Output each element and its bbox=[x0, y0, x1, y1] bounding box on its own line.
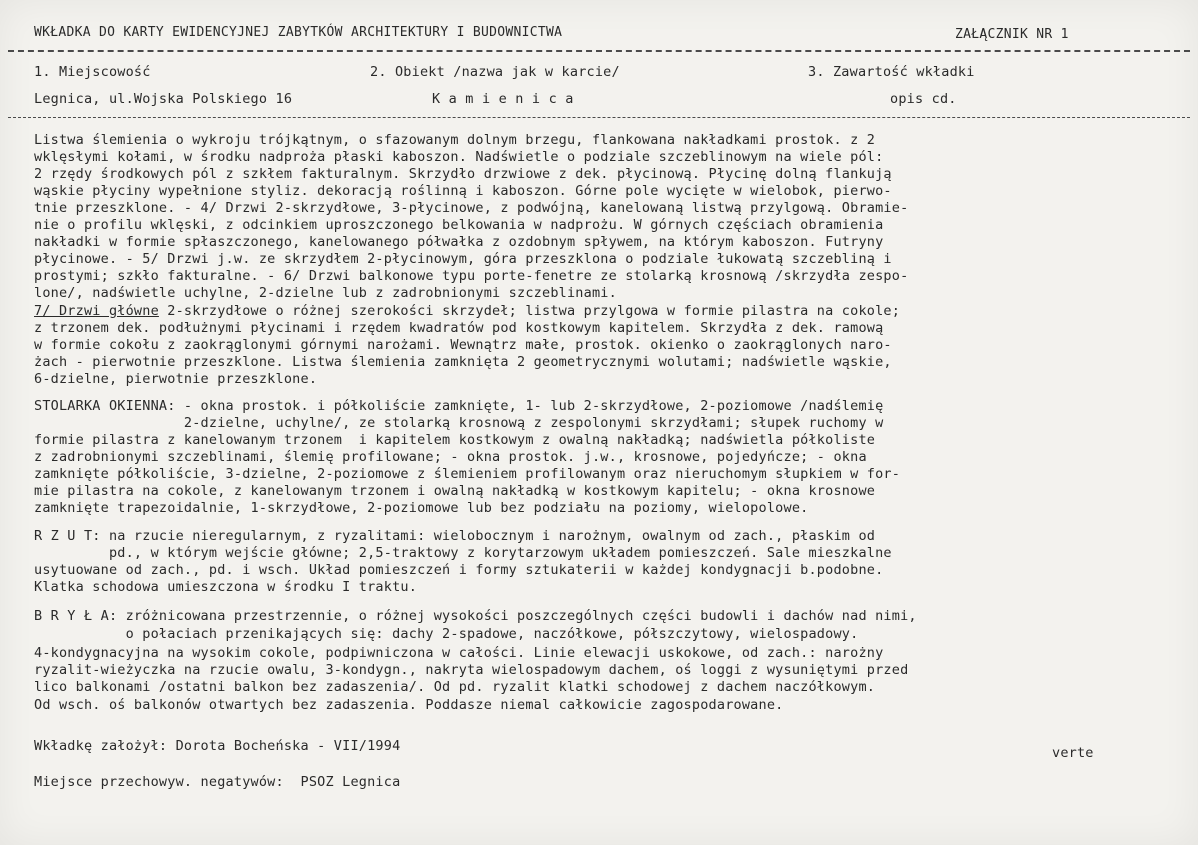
text-line: z trzonem dek. podłużnymi płycinami i rzędem kwadratów pod kostkowym kapitelem. Skrzydła z dek. ramową bbox=[34, 320, 884, 336]
text-line: wklęsłymi kołami, w środku nadproża płaski kaboszon. Nadświetle o podziale szczeblinowym na wiele pól: bbox=[34, 149, 884, 165]
document-title: WKŁADKA DO KARTY EWIDENCYJNEJ ZABYTKÓW ARCHITEKTURY I BUDOWNICTWA bbox=[34, 25, 563, 40]
field-location-label: 1. Miejscowość bbox=[34, 64, 151, 80]
header-divider bbox=[8, 50, 1190, 52]
text-line: R Z U T: na rzucie nieregularnym, z ryzalitami: wielobocznym i narożnym, owalnym od zach., płaskim od bbox=[34, 528, 876, 544]
text-line: Od wsch. oś balkonów otwartych bez zadaszenia. Poddasze niemal całkowicie zagospodarowane. bbox=[34, 697, 784, 713]
text-line: z zadrobnionymi szczeblinami, ślemię profilowane; - okna prostok. j.w., krosnowe, pojedyńcze; - okna bbox=[34, 449, 867, 465]
main-door-heading: 7/ Drzwi główne bbox=[34, 303, 159, 319]
verte-note: verte bbox=[1052, 745, 1094, 761]
text-line: 2-dzielne, uchylne/, ze stolarką krosnową z zespolonymi skrzydłami; słupek ruchomy w bbox=[34, 415, 884, 431]
text-line-main-door bbox=[34, 303, 900, 319]
text-line: płycinowe. - 5/ Drzwi j.w. ze skrzydłem 2-płycinowym, góra przeszklona o podziale łukowatą szczebliną i bbox=[34, 251, 892, 267]
main-door-text: 2-skrzydłowe o różnej szerokości skrzydeł; listwa przylgowa w formie pilastra na cokole; bbox=[158, 303, 901, 319]
fields-divider bbox=[8, 117, 1190, 118]
field-object-label: 2. Obiekt /nazwa jak w karcie/ bbox=[370, 64, 620, 80]
field-content-value: opis cd. bbox=[890, 91, 957, 107]
text-line: prostymi; szkło fakturalne. - 6/ Drzwi balkonowe typu porte-fenetre ze stolarką krosnową /skrzydła zespo- bbox=[34, 268, 909, 284]
text-line: o połaciach przenikających się: dachy 2-spadowe, naczółkowe, półszczytowy, wielospadowy. bbox=[34, 626, 859, 642]
text-line: lone/, nadświetle uchylne, 2-dzielne lub z zadrobnionymi szczeblinami. bbox=[34, 285, 617, 301]
text-line: żach - pierwotnie przeszklone. Listwa ślemienia zamknięta 2 geometrycznymi wolutami; nadświetle wąskie, bbox=[34, 354, 892, 370]
text-line: 4-kondygnacyjna na wysokim cokole, podpiwniczona w całości. Linie elewacji uskokowe, od zach.: narożny bbox=[34, 645, 884, 661]
text-line: nakładki w formie spłaszczonego, kanelowanego półwałka z ozdobnym spływem, na którym kaboszon. Futryny bbox=[34, 234, 884, 250]
text-line: tnie przeszklone. - 4/ Drzwi 2-skrzydłowe, 3-płycinowe, z podwójną, kanelowaną listwą przylgową. Obramie- bbox=[34, 200, 909, 216]
text-line: 2 rzędy środkowych pól z szkłem fakturalnym. Skrzydło drzwiowe z dek. płycinową. Płycinę dolną flankują bbox=[34, 166, 892, 182]
text-line: pd., w którym wejście główne; 2,5-traktowy z korytarzowym układem pomieszczeń. Sale mieszkalne bbox=[34, 545, 892, 561]
text-line: formie pilastra z kanelowanym trzonem i kapitelem kostkowym z owalną nakładką; nadświetla półkoliste bbox=[34, 432, 876, 448]
text-line: ryzalit-wieżyczka na rzucie owalu, 3-kondygn., nakryta wielospadowym dachem, oś loggi z wysuniętymi przed bbox=[34, 662, 909, 678]
negatives-storage: Miejsce przechowyw. negatywów: PSOZ Legnica bbox=[34, 774, 401, 790]
text-line: lico balkonami /ostatni balkon bez zadaszenia/. Od pd. ryzalit klatki schodowej z dachem naczółkowym. bbox=[34, 679, 876, 695]
text-line: Listwa ślemienia o wykroju trójkątnym, o sfazowanym dolnym brzegu, flankowana nakładkami prostok. z 2 bbox=[34, 132, 876, 148]
text-line: 6-dzielne, pierwotnie przeszklone. bbox=[34, 371, 318, 387]
author-note: Wkładkę założył: Dorota Bocheńska - VII/1994 bbox=[34, 738, 401, 754]
text-line: mie pilastra na cokole, z kanelowanym trzonem i owalną nakładką w kostkowym kapitelu; - okna krosnowe bbox=[34, 483, 876, 499]
text-line: zamknięte trapezoidalnie, 1-skrzydłowe, 2-poziomowe lub bez podziału na poziomy, wielopolowe. bbox=[34, 500, 809, 516]
field-location-value: Legnica, ul.Wojska Polskiego 16 bbox=[34, 91, 293, 107]
field-content-label: 3. Zawartość wkładki bbox=[808, 64, 975, 80]
text-line: nie o profilu wklęski, z odcinkiem uproszczonego belkowania w nadprożu. W górnych częściach obramienia bbox=[34, 217, 884, 233]
text-line: Klatka schodowa umieszczona w środku I traktu. bbox=[34, 579, 418, 595]
text-line: zamknięte półkoliście, 3-dzielne, 2-poziomowe z ślemieniem profilowanym oraz nieruchomym słupkiem w for- bbox=[34, 466, 901, 482]
text-line: usytuowane od zach., pd. i wsch. Układ pomieszczeń i formy sztukaterii w każdej kondygnacji b.podobne. bbox=[34, 562, 884, 578]
text-line: STOLARKA OKIENNA: - okna prostok. i półkoliście zamknięte, 1- lub 2-skrzydłowe, 2-poziomowe /nadślemię bbox=[34, 398, 884, 414]
field-object-value: K a m i e n i c a bbox=[432, 91, 574, 107]
text-line: w formie cokołu z zaokrąglonymi górnymi narożami. Wewnątrz małe, prostok. okienko o zaokrąglonych naro- bbox=[34, 337, 892, 353]
text-line: wąskie płyciny wypełnione styliz. dekoracją roślinną i kaboszon. Górne pole wycięte w wielobok, pierwo- bbox=[34, 183, 892, 199]
attachment-number: ZAŁĄCZNIK NR 1 bbox=[955, 27, 1069, 42]
text-line: B R Y Ł A: zróżnicowana przestrzennie, o różnej wysokości poszczególnych części budowli i dachów nad nimi, bbox=[34, 608, 917, 624]
